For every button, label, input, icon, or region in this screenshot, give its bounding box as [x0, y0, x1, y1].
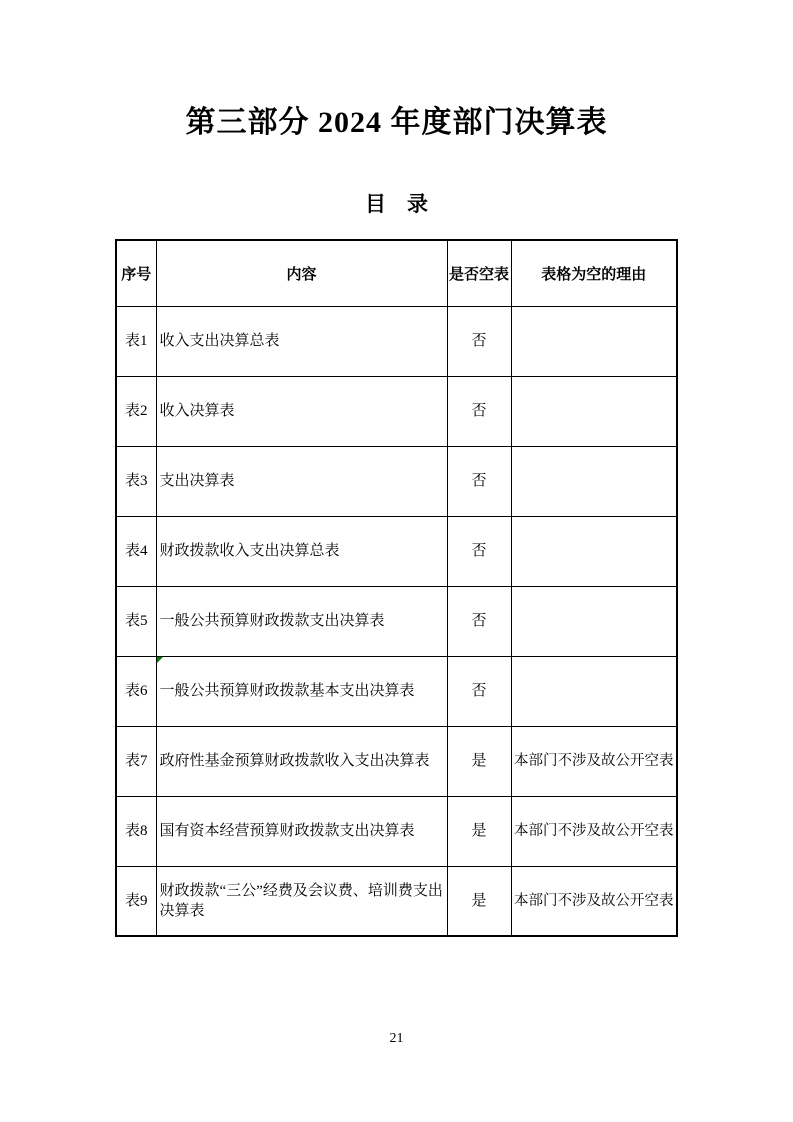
table-row: [116, 796, 677, 866]
content-cell: 一般公共预算财政拨款基本支出决算表: [156, 656, 447, 726]
reason-cell: 本部门不涉及故公开空表: [511, 796, 677, 866]
content-cell: 支出决算表: [156, 446, 447, 516]
row-number-cell: 表4: [116, 516, 156, 586]
reason-cell: [511, 516, 677, 586]
content-cell: 一般公共预算财政拨款支出决算表: [156, 586, 447, 656]
reason-cell: 本部门不涉及故公开空表: [511, 726, 677, 796]
row-number-cell: 表8: [116, 796, 156, 866]
header-content: 内容: [156, 240, 447, 306]
content-cell: 收入决算表: [156, 376, 447, 446]
row-number-cell: 表3: [116, 446, 156, 516]
reason-cell: [511, 376, 677, 446]
cell-comment-marker-icon: [157, 657, 163, 663]
content-cell: 政府性基金预算财政拨款收入支出决算表: [156, 726, 447, 796]
table-row: [116, 656, 677, 726]
is-empty-cell: 是: [447, 866, 511, 936]
table-row: [116, 516, 677, 586]
is-empty-cell: 是: [447, 726, 511, 796]
table-header-row: [116, 240, 677, 306]
is-empty-cell: 是: [447, 796, 511, 866]
table-row: [116, 446, 677, 516]
content-cell: 财政拨款“三公”经费及会议费、培训费支出决算表: [156, 866, 447, 936]
header-serial-number: 序号: [116, 240, 156, 306]
reason-cell: [511, 446, 677, 516]
is-empty-cell: 否: [447, 656, 511, 726]
page-number: 21: [389, 1031, 404, 1046]
row-number-cell: 表5: [116, 586, 156, 656]
content-cell: 国有资本经营预算财政拨款支出决算表: [156, 796, 447, 866]
toc-table: [115, 239, 678, 937]
is-empty-cell: 否: [447, 446, 511, 516]
reason-cell: [511, 656, 677, 726]
table-row: [116, 376, 677, 446]
table-row: [116, 726, 677, 796]
row-number-cell: 表1: [116, 306, 156, 376]
is-empty-cell: 否: [447, 376, 511, 446]
is-empty-cell: 否: [447, 516, 511, 586]
table-row: [116, 306, 677, 376]
reason-cell: 本部门不涉及故公开空表: [511, 866, 677, 936]
reason-cell: [511, 586, 677, 656]
toc-table-body: [116, 306, 677, 936]
is-empty-cell: 否: [447, 306, 511, 376]
table-row: [116, 586, 677, 656]
table-row: [116, 866, 677, 936]
is-empty-cell: 否: [447, 586, 511, 656]
toc-heading: 目 录: [365, 193, 428, 216]
header-empty-reason: 表格为空的理由: [511, 240, 677, 306]
section-title: 第三部分 2024 年度部门决算表: [185, 106, 608, 139]
row-number-cell: 表9: [116, 866, 156, 936]
row-number-cell: 表6: [116, 656, 156, 726]
row-number-cell: 表7: [116, 726, 156, 796]
content-cell: 收入支出决算总表: [156, 306, 447, 376]
row-number-cell: 表2: [116, 376, 156, 446]
content-cell: 财政拨款收入支出决算总表: [156, 516, 447, 586]
header-is-empty: 是否空表: [447, 240, 511, 306]
reason-cell: [511, 306, 677, 376]
